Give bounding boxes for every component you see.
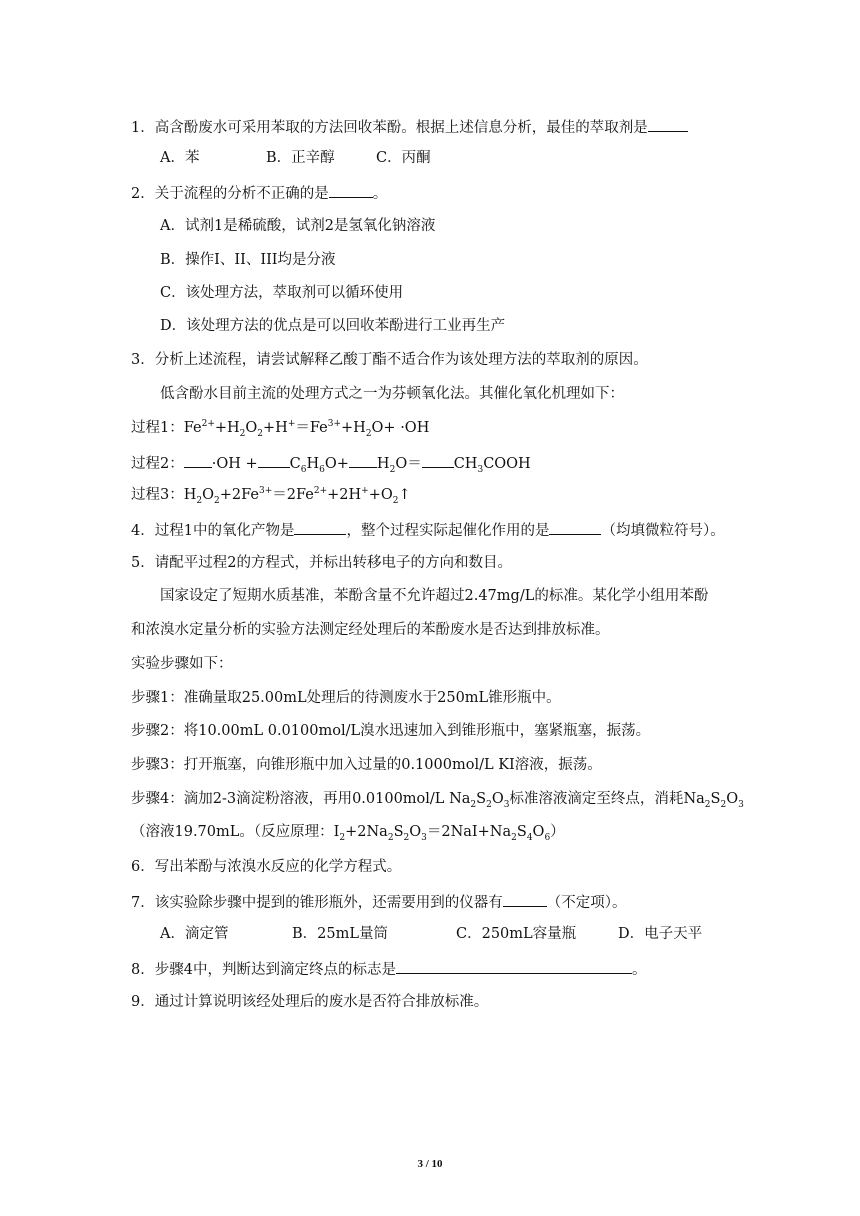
process-3-label: 过程3： (131, 487, 184, 503)
question-5: 5．请配平过程2的方程式，并标出转移电子的方向和数目。 (131, 555, 512, 571)
question-1-options (160, 148, 431, 168)
question-2-option-c: C．该处理方法，萃取剂可以循环使用 (160, 285, 404, 301)
question-4-stem: 4．过程1中的氧化产物是 (131, 523, 295, 539)
question-7-stem: 7．该实验除步骤中提到的锥形瓶外，还需要用到的仪器有 (131, 895, 503, 911)
question-4 (131, 519, 725, 541)
coefficient-blank[interactable] (349, 452, 377, 468)
answer-blank[interactable] (329, 182, 373, 198)
option-a: A．苯 (160, 150, 200, 166)
option-b: B．正辛醇 (266, 150, 335, 166)
answer-blank[interactable] (396, 958, 632, 974)
question-2 (131, 182, 387, 204)
process-1-label: 过程1： (131, 420, 184, 436)
process-3 (131, 485, 411, 505)
paragraph-low-phenol: 低含酚水目前主流的处理方式之一为芬顿氧化法。其催化氧化机理如下： (160, 386, 624, 402)
step-1: 步骤1：准确量取25.00mL处理后的待测废水于250mL锥形瓶中。 (131, 690, 561, 706)
option-c: C．丙酮 (376, 150, 431, 166)
question-2-option-d: D．该处理方法的优点是可以回收苯酚进行工业再生产 (160, 318, 506, 334)
coefficient-blank[interactable] (184, 452, 212, 468)
question-2-option-b: B．操作I、II、III均是分液 (160, 252, 336, 268)
answer-blank[interactable] (549, 519, 601, 535)
question-4-stem-mid: ，整个过程实际起催化作用的是 (346, 523, 550, 539)
step-4-text-mid: 标准溶液滴定至终点，消耗 (509, 791, 684, 807)
answer-blank[interactable] (648, 116, 688, 132)
page-number: 3 / 10 (417, 1158, 443, 1170)
question-2-period: 。 (372, 186, 388, 202)
question-1-stem: 1．高含酚废水可采用苯取的方法回收苯酚。根据上述信息分析，最佳的萃取剂是 (131, 120, 648, 136)
coefficient-blank[interactable] (422, 452, 454, 468)
question-4-note: （均填微粒符号）。 (601, 523, 725, 539)
step-4-text: 步骤4：滴加2-3滴淀粉溶液，再用0.0100mol/L (131, 791, 450, 807)
answer-blank[interactable] (294, 519, 346, 535)
step-4: 步骤4：滴加2-3滴淀粉溶液，再用0.0100mol/L $Na_2S_2O_3$标准溶液滴定至终点，消耗$Na_2S_2O_3$ (131, 791, 744, 810)
answer-blank[interactable] (503, 891, 547, 907)
step-3: 步骤3：打开瓶塞，向锥形瓶中加入过量的0.1000mol/L KI溶液，振荡。 (131, 757, 602, 773)
steps-heading: 实验步骤如下： (131, 656, 233, 672)
paragraph-standard-line-1: 国家设定了短期水质基准，苯酚含量不允许超过2.47mg/L的标准。某化学小组用苯酚 (160, 588, 709, 604)
step-4-reaction-intro: （溶液19.70mL。（反应原理： (131, 824, 334, 840)
process-1 (131, 418, 429, 438)
question-7-options (160, 924, 702, 944)
coefficient-blank[interactable] (258, 452, 290, 468)
step-4-continued: （溶液19.70mL。（反应原理：$I_2+2Na_2S_2O_3=2NaI+Na_2S_4O_6$） (131, 824, 565, 843)
option-d: D．电子天平 (618, 926, 703, 942)
question-7-note: （不定项）。 (546, 895, 627, 911)
question-7 (131, 891, 626, 913)
question-9: 9．通过计算说明该经处理后的废水是否符合排放标准。 (131, 994, 489, 1010)
option-b: B．25mL量筒 (292, 926, 388, 942)
step-2: 步骤2：将10.00mL 0.0100mol/L溴水迅速加入到锥形瓶中，塞紧瓶塞，振荡。 (131, 723, 651, 739)
paragraph-standard-line-2: 和浓溴水定量分析的实验方法测定经处理后的苯酚废水是否达到排放标准。 (131, 622, 610, 638)
question-8-stem: 8．步骤4中，判断达到滴定终点的标志是 (131, 962, 396, 978)
process-2-label: 过程2： (131, 456, 184, 472)
process-3-equation: $H_2O_2+2Fe^{3+}=2Fe^{2+}+2H^++O_2↑$ (183, 486, 411, 506)
option-c: C．250mL容量瓶 (456, 926, 577, 942)
question-8-period: 。 (631, 962, 647, 978)
question-2-option-a: A．试剂1是稀硫酸，试剂2是氢氧化钠溶液 (160, 218, 436, 234)
question-6: 6．写出苯酚与浓溴水反应的化学方程式。 (131, 859, 402, 875)
step-4-close: ） (550, 824, 565, 840)
option-a: A．滴定管 (160, 926, 229, 942)
question-2-stem: 2．关于流程的分析不正确的是 (131, 186, 329, 202)
process-2: 过程2： $\cdot OH + C_6H_6O+ H_2O=$ $CH_3COOH$ (131, 452, 531, 474)
process-1-equation: $Fe^{2+}+H_2O_2+H^+=Fe^{3+}+H_2O+ \cdot OH$ (183, 419, 430, 439)
question-1 (131, 116, 688, 138)
question-8 (131, 958, 646, 980)
question-3: 3．分析上述流程，请尝试解释乙酸丁酯不适合作为该处理方法的萃取剂的原因。 (131, 352, 648, 368)
